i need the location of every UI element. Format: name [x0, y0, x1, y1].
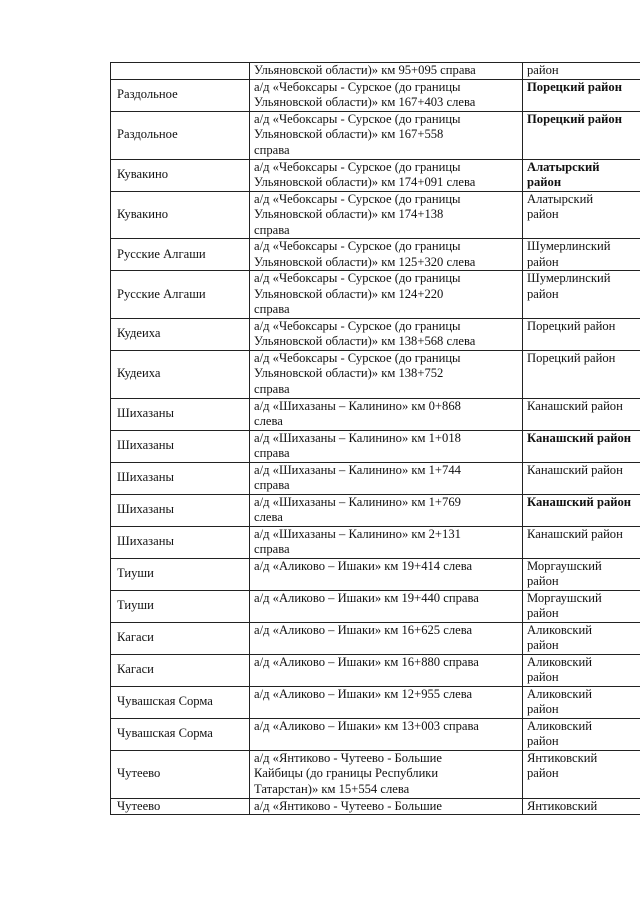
district-cell [523, 318, 640, 350]
road-location-line: а/д «Аликово – Ишаки» км 16+625 слева [254, 622, 473, 637]
road-location-line: слева [254, 414, 283, 428]
district-line: район [527, 63, 559, 77]
road-location-line: Ульяновской области)» км 167+558 [254, 127, 444, 141]
road-location-cell [250, 622, 523, 654]
district-cell [523, 63, 640, 80]
road-location-line: а/д «Аликово – Ишаки» км 16+880 справа [254, 654, 479, 669]
road-location-cell [250, 462, 523, 494]
road-location-line: справа [254, 302, 290, 316]
road-location-line: а/д «Шихазаны – Калинино» км 2+131 [254, 526, 461, 541]
district-cell [523, 686, 640, 718]
district-line: район [527, 734, 559, 748]
road-location-line: Ульяновской области)» км 167+403 слева [254, 95, 476, 109]
district-line: Канашский район [527, 494, 632, 509]
road-location-cell [250, 430, 523, 462]
district-cell [523, 750, 640, 798]
road-location-cell [250, 239, 523, 271]
road-location-cell [250, 398, 523, 430]
district-line: район [527, 286, 559, 301]
road-location-cell [250, 63, 523, 80]
road-location-cell [250, 558, 523, 590]
road-location-line: Кайбицы (до границы Республики [254, 766, 439, 780]
district-line: район [527, 254, 559, 269]
road-location-line: Ульяновской области)» км 95+095 справа [254, 63, 476, 77]
settlement-cell: Русские Алгаши [111, 271, 250, 319]
road-location-line: а/д «Аликово – Ишаки» км 12+955 слева [254, 686, 473, 701]
district-line: район [527, 606, 559, 620]
table-row [111, 526, 640, 558]
district-line: Аликовский [527, 718, 592, 733]
district-line: район [527, 638, 559, 652]
table-row [111, 750, 640, 798]
road-location-line: Ульяновской области)» км 125+320 слева [254, 254, 476, 269]
road-location-line: справа [254, 478, 290, 492]
road-location-line: а/д «Чебоксары - Сурское (до границы [254, 318, 461, 333]
road-location-line: а/д «Чебоксары - Сурское (до границы [254, 79, 461, 94]
table-row [111, 718, 640, 750]
road-location-line: а/д «Аликово – Ишаки» км 19+440 справа [254, 590, 479, 605]
settlement-cell: Тиуши [111, 590, 250, 622]
road-location-line: Ульяновской области)» км 124+220 [254, 286, 444, 301]
road-location-cell [250, 654, 523, 686]
district-line: Моргаушский [527, 558, 602, 573]
district-line: Порецкий район [527, 350, 616, 365]
table-row [111, 318, 640, 350]
settlement-cell: Кувакино [111, 159, 250, 191]
district-line: район [527, 766, 559, 780]
settlement-cell: Русские Алгаши [111, 239, 250, 271]
table-row [111, 622, 640, 654]
road-location-line: Ульяновской области)» км 138+568 слева [254, 334, 476, 348]
district-cell [523, 350, 640, 398]
settlement-cell: Чувашская Сорма [111, 686, 250, 718]
road-location-cell [250, 111, 523, 159]
district-line: Моргаушский [527, 590, 602, 605]
table-row [111, 398, 640, 430]
road-location-line: а/д «Аликово – Ишаки» км 13+003 справа [254, 718, 479, 733]
table-row [111, 462, 640, 494]
table-row [111, 430, 640, 462]
district-cell [523, 526, 640, 558]
settlement-cell: Раздольное [111, 111, 250, 159]
settlement-cell: Чутеево [111, 750, 250, 798]
road-location-line: а/д «Чебоксары - Сурское (до границы [254, 271, 461, 285]
road-location-line: а/д «Чебоксары - Сурское (до границы [254, 191, 461, 206]
district-cell [523, 494, 640, 526]
settlement-cell: Кудеиха [111, 350, 250, 398]
district-line: Аликовский [527, 654, 592, 669]
table-row [111, 63, 640, 80]
road-location-cell [250, 686, 523, 718]
district-cell [523, 239, 640, 271]
settlement-cell [111, 63, 250, 80]
settlement-cell: Шихазаны [111, 398, 250, 430]
settlement-cell: Кудеиха [111, 318, 250, 350]
settlement-cell: Кувакино [111, 191, 250, 239]
table-row [111, 494, 640, 526]
road-location-cell [250, 318, 523, 350]
district-line: Алатырский [527, 159, 600, 174]
district-line: Алатырский [527, 191, 594, 206]
table-row [111, 798, 640, 815]
district-line: район [527, 574, 559, 588]
road-location-line: справа [254, 542, 290, 556]
settlement-cell: Тиуши [111, 558, 250, 590]
settlement-cell: Чувашская Сорма [111, 718, 250, 750]
road-location-line: а/д «Чебоксары - Сурское (до границы [254, 239, 461, 253]
road-location-line: справа [254, 142, 290, 157]
table-row [111, 654, 640, 686]
district-line: Шумерлинский [527, 271, 611, 285]
district-line: Порецкий район [527, 111, 622, 126]
road-location-cell [250, 159, 523, 191]
district-line: Шумерлинский [527, 239, 611, 253]
district-line: район [527, 175, 562, 189]
table-body [111, 63, 640, 815]
document-table [110, 62, 640, 815]
road-location-line: а/д «Аликово – Ишаки» км 19+414 слева [254, 558, 473, 573]
settlement-cell: Шихазаны [111, 494, 250, 526]
district-line: Канашский район [527, 398, 623, 413]
district-cell [523, 191, 640, 239]
road-location-cell [250, 718, 523, 750]
road-location-line: Ульяновской области)» км 174+091 слева [254, 175, 476, 189]
road-location-line: слева [254, 510, 283, 524]
road-location-line: справа [254, 222, 290, 237]
district-cell [523, 558, 640, 590]
district-line: Янтиковский [527, 750, 598, 765]
road-location-cell [250, 191, 523, 239]
settlement-cell: Чутеево [111, 798, 250, 815]
road-location-line: а/д «Чебоксары - Сурское (до границы [254, 111, 461, 126]
road-location-cell [250, 271, 523, 319]
district-line: Аликовский [527, 686, 592, 701]
settlement-cell: Кагаси [111, 654, 250, 686]
road-location-line: а/д «Чебоксары - Сурское (до границы [254, 350, 461, 365]
table-row [111, 271, 640, 319]
district-line: Канашский район [527, 462, 623, 477]
road-location-line: Ульяновской области)» км 174+138 [254, 207, 444, 221]
road-location-line: а/д «Янтиково - Чутеево - Большие [254, 750, 442, 765]
district-line: Порецкий район [527, 79, 622, 94]
road-location-line: Ульяновской области)» км 138+752 [254, 366, 444, 380]
road-location-line: а/д «Чебоксары - Сурское (до границы [254, 159, 461, 174]
district-line: Аликовский [527, 622, 592, 637]
table-row [111, 159, 640, 191]
district-line: Канашский район [527, 430, 632, 445]
road-location-cell [250, 79, 523, 111]
district-line: район [527, 207, 559, 221]
settlement-cell: Шихазаны [111, 430, 250, 462]
district-cell [523, 398, 640, 430]
district-cell [523, 622, 640, 654]
district-line: Порецкий район [527, 318, 616, 333]
district-cell [523, 430, 640, 462]
table-row [111, 350, 640, 398]
district-line: район [527, 670, 559, 684]
settlement-cell: Шихазаны [111, 526, 250, 558]
table-row [111, 686, 640, 718]
road-location-cell [250, 750, 523, 798]
settlement-cell: Шихазаны [111, 462, 250, 494]
district-line: Янтиковский [527, 798, 598, 813]
table-row [111, 558, 640, 590]
table-row [111, 111, 640, 159]
district-line: Канашский район [527, 526, 623, 541]
road-location-line: а/д «Янтиково - Чутеево - Большие [254, 798, 442, 813]
table-row [111, 79, 640, 111]
table-row [111, 590, 640, 622]
road-location-line: а/д «Шихазаны – Калинино» км 0+868 [254, 398, 461, 413]
district-line: район [527, 702, 559, 716]
table-row [111, 191, 640, 239]
table-row [111, 239, 640, 271]
road-location-cell [250, 526, 523, 558]
road-location-line: а/д «Шихазаны – Калинино» км 1+769 [254, 494, 461, 509]
district-cell [523, 271, 640, 319]
road-location-cell [250, 590, 523, 622]
district-cell [523, 111, 640, 159]
road-location-line: справа [254, 381, 290, 396]
district-cell [523, 590, 640, 622]
road-location-cell [250, 350, 523, 398]
settlement-cell: Раздольное [111, 79, 250, 111]
district-cell [523, 79, 640, 111]
district-cell [523, 798, 640, 815]
road-location-line: справа [254, 446, 290, 460]
road-location-line: а/д «Шихазаны – Калинино» км 1+744 [254, 462, 461, 477]
district-cell [523, 462, 640, 494]
road-location-line: а/д «Шихазаны – Калинино» км 1+018 [254, 430, 461, 445]
district-cell [523, 159, 640, 191]
road-location-cell [250, 798, 523, 815]
district-cell [523, 654, 640, 686]
road-location-cell [250, 494, 523, 526]
district-cell [523, 718, 640, 750]
settlement-cell: Кагаси [111, 622, 250, 654]
road-location-line: Татарстан)» км 15+554 слева [254, 781, 410, 796]
